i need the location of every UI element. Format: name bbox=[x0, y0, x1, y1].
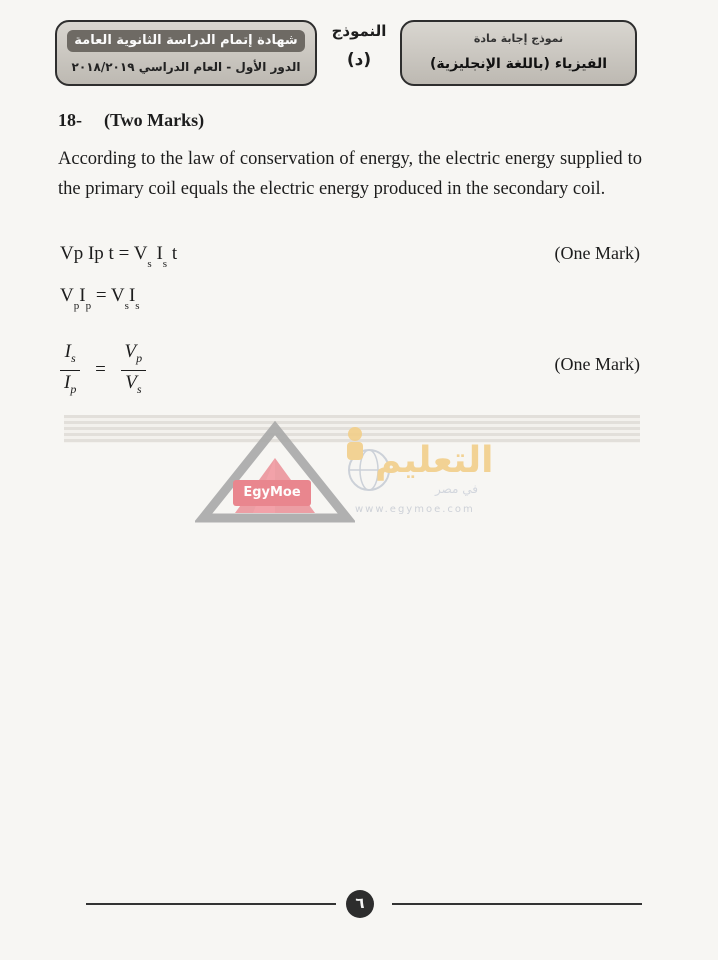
answer-paragraph: According to the law of conservation of energy, the electric energy supplied to the primary coil equals the electric energy produced in the secondary coil. bbox=[58, 149, 642, 199]
subject-box bbox=[400, 20, 637, 86]
equation-energy: Vp Ip $t = V_s$ $I_s$ t bbox=[60, 243, 178, 270]
watermark-title: التعليم bbox=[375, 440, 494, 481]
exam-certificate-title: شهادة إتمام الدراسة الثانوية العامة bbox=[67, 30, 305, 52]
question-marks: (Two Marks) bbox=[104, 110, 205, 130]
model-title: النموذج bbox=[331, 22, 387, 40]
watermark-subtitle: في مصر bbox=[435, 482, 479, 496]
answer-model-label: نموذج إجابة مادة bbox=[473, 32, 564, 45]
watermark bbox=[195, 418, 525, 528]
page-number: ٦ bbox=[346, 890, 374, 918]
ratio-equals: = bbox=[95, 359, 106, 381]
equation-power: $V_pI_p = V_sI_s$ bbox=[60, 285, 140, 312]
subject-name: الفيزياء (باللغة الإنجليزية) bbox=[429, 56, 608, 72]
footer-rule-left bbox=[86, 903, 336, 905]
question-number: 18- bbox=[58, 110, 82, 130]
watermark-triangle-icon bbox=[195, 418, 355, 528]
model-label bbox=[322, 22, 396, 70]
fraction-current: $\frac{I_s}{I_p}$ bbox=[60, 340, 80, 401]
equation-ratio-mark: (One Mark) bbox=[554, 354, 640, 374]
question-heading bbox=[58, 110, 204, 131]
equation-ratio bbox=[60, 340, 146, 401]
model-code: (د) bbox=[346, 50, 372, 70]
footer-rule-right bbox=[392, 903, 642, 905]
fraction-voltage: $\frac{V_p}{V_s}$ bbox=[121, 340, 147, 401]
exam-session-year: الدور الأول - العام الدراسي ٢٠١٨/٢٠١٩ bbox=[71, 60, 301, 74]
equation-energy-mark: (One Mark) bbox=[554, 243, 640, 263]
watermark-url: www.egymoe.com bbox=[355, 504, 475, 515]
watermark-logo: EgyMoe bbox=[233, 480, 311, 506]
exam-title-box bbox=[55, 20, 317, 86]
